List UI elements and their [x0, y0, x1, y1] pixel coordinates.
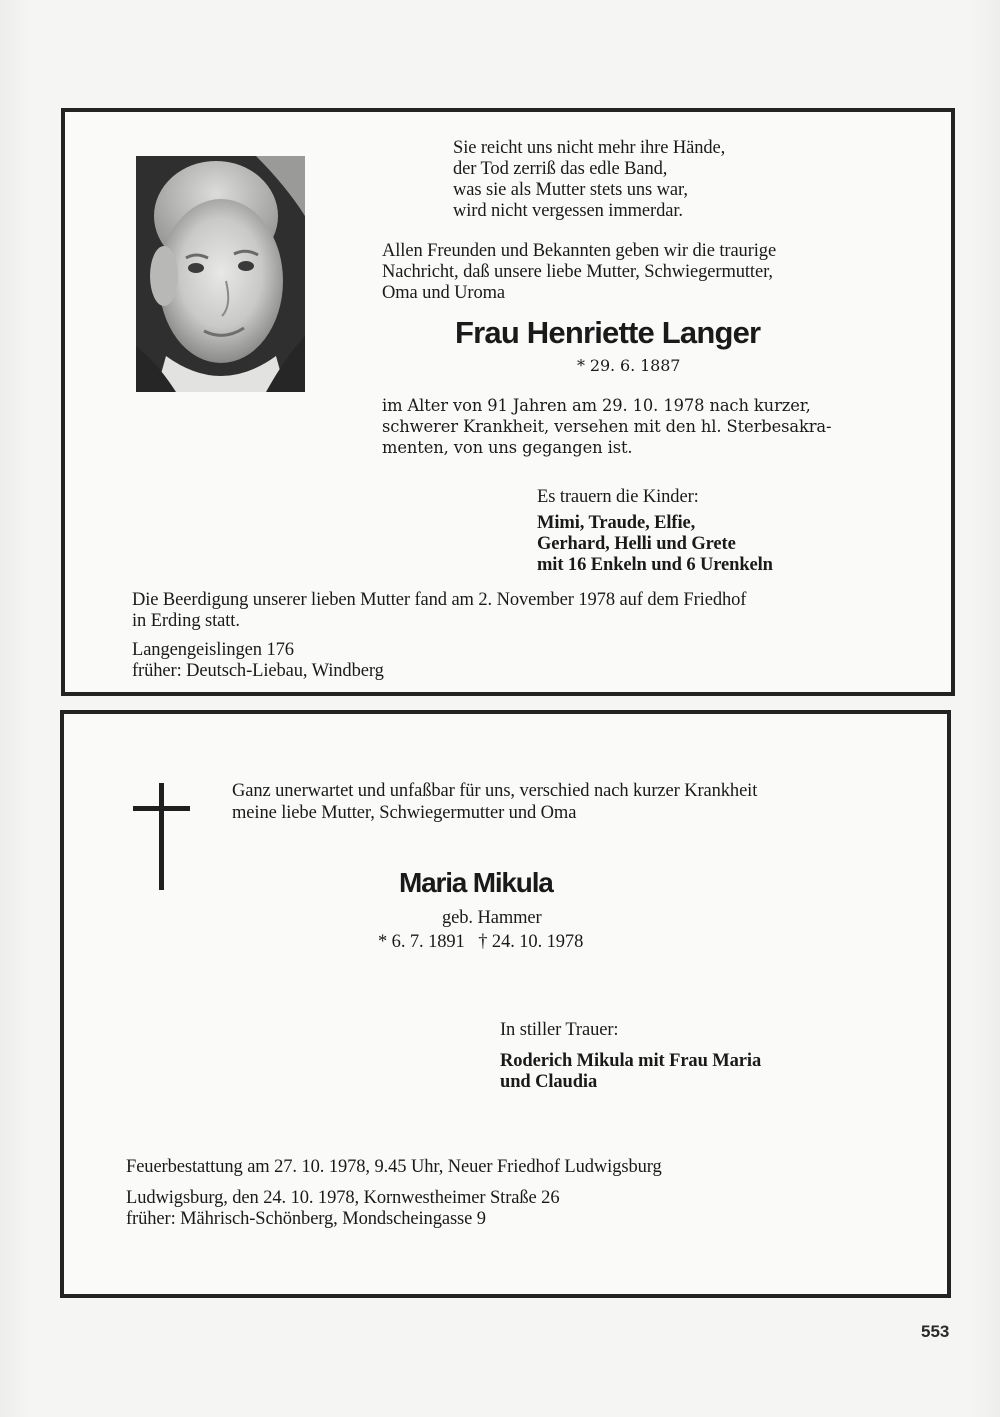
address-line-1: Ludwigsburg, den 24. 10. 1978, Kornwestheimer Straße 26 — [126, 1188, 560, 1208]
mourners-line-2: Gerhard, Helli und Grete — [537, 534, 736, 554]
death-text-line-2: schwerer Krankheit, versehen mit den hl. Sterbesakra- — [382, 417, 832, 436]
mourners-line-2: und Claudia — [500, 1072, 598, 1092]
funeral-line-2: in Erding statt. — [132, 611, 240, 631]
address-line-2: früher: Mährisch-Schönberg, Mondscheingasse 9 — [126, 1209, 486, 1229]
mourners-line-3: mit 16 Enkeln und 6 Urenkeln — [537, 555, 773, 575]
intro-line-1: Ganz unerwartet und unfaßbar für uns, verschied nach kurzer Krankheit — [232, 781, 758, 801]
portrait-photo — [136, 156, 305, 392]
mourners-line-1: Roderich Mikula mit Frau Maria — [500, 1051, 762, 1071]
obituary-notice-langer — [61, 108, 955, 696]
mourners-label: Es trauern die Kinder: — [537, 487, 699, 507]
intro-line-3: Oma und Uroma — [382, 283, 506, 303]
poem-line-3: was sie als Mutter stets uns war, — [453, 180, 688, 200]
intro-line-1: Allen Freunden und Bekannten geben wir die traurige — [382, 241, 777, 261]
cross-vertical-bar — [159, 783, 164, 890]
cross-horizontal-bar — [133, 806, 190, 811]
address-line-2: früher: Deutsch-Liebau, Windberg — [132, 661, 384, 681]
portrait-image — [136, 156, 305, 392]
deceased-name: Frau Henriette Langer — [455, 315, 761, 350]
cremation-info: Feuerbestattung am 27. 10. 1978, 9.45 Uhr, Neuer Friedhof Ludwigsburg — [126, 1157, 662, 1177]
death-text-line-1: im Alter von 91 Jahren am 29. 10. 1978 nach kurzer, — [382, 396, 811, 415]
poem-line-1: Sie reicht uns nicht mehr ihre Hände, — [453, 138, 726, 158]
page-number: 553 — [921, 1322, 950, 1341]
poem-line-2: der Tod zerriß das edle Band, — [453, 159, 668, 179]
death-text-line-3: menten, von uns gegangen ist. — [382, 438, 633, 457]
life-dates: * 6. 7. 1891 † 24. 10. 1978 — [378, 932, 584, 952]
birth-date: * 29. 6. 1887 — [577, 356, 681, 375]
intro-line-2: Nachricht, daß unsere liebe Mutter, Schwiegermutter, — [382, 262, 773, 282]
funeral-line-1: Die Beerdigung unserer lieben Mutter fand am 2. November 1978 auf dem Friedhof — [132, 590, 747, 610]
address-line-1: Langengeislingen 176 — [132, 640, 294, 660]
mourners-label: In stiller Trauer: — [500, 1020, 619, 1040]
deceased-name: Maria Mikula — [399, 867, 553, 898]
maiden-name: geb. Hammer — [442, 908, 542, 928]
poem-line-4: wird nicht vergessen immerdar. — [453, 201, 683, 221]
obituary-notice-mikula — [60, 710, 951, 1298]
intro-line-2: meine liebe Mutter, Schwiegermutter und Oma — [232, 803, 577, 823]
mourners-line-1: Mimi, Traude, Elfie, — [537, 513, 696, 533]
